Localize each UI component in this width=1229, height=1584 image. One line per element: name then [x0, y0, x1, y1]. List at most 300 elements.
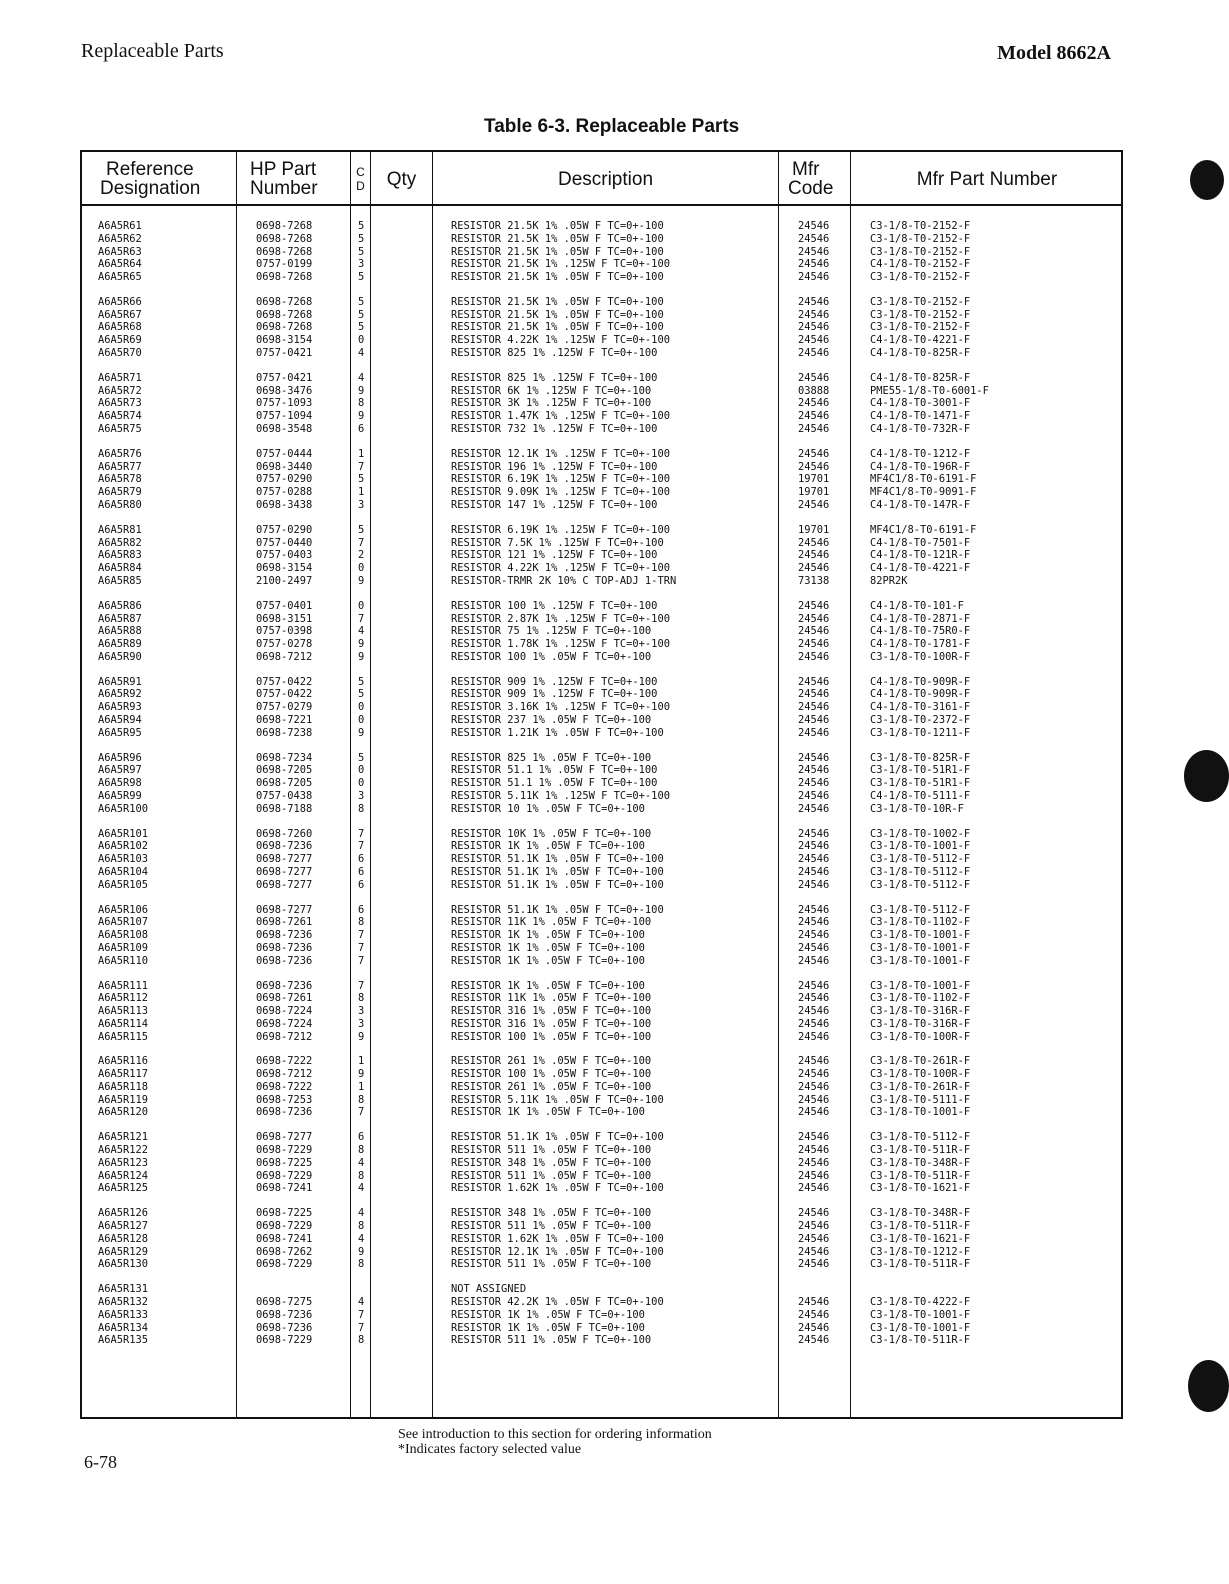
cell-hp-part: 0698-7229: [256, 1220, 313, 1233]
table-row: [82, 1233, 1121, 1246]
cell-hp-part: 0698-7236: [256, 1308, 313, 1321]
cell-mfr-code: 24546: [798, 220, 830, 232]
cell-mfr-part: C3-1/8-T0-10R-F: [870, 802, 964, 815]
cell-description: RESISTOR 1K 1% .05W F TC=0+-100: [451, 1308, 645, 1321]
table-row: [82, 992, 1121, 1005]
cell-hp-part: 0698-7277: [256, 903, 313, 916]
cell-cd: 3: [358, 789, 365, 802]
cell-description: RESISTOR 1.78K 1% .125W F TC=0+-100: [451, 638, 670, 650]
cell-reference: A6A5R63: [98, 245, 142, 258]
cell-mfr-part: C4-1/8-T0-1471-F: [870, 410, 971, 423]
cell-mfr-code: 24546: [798, 675, 830, 688]
cell-mfr-part: C4-1/8-T0-825R-F: [870, 371, 971, 384]
cell-cd: 9: [358, 1245, 365, 1258]
table-row: [82, 828, 1121, 841]
cell-description: RESISTOR 316 1% .05W F TC=0+-100: [451, 1017, 652, 1030]
cell-hp-part: 0698-7224: [256, 1005, 313, 1017]
cell-cd: 8: [358, 1144, 365, 1157]
cell-hp-part: 0757-0288: [256, 486, 313, 499]
cell-mfr-part: C3-1/8-T0-2152-F: [870, 245, 971, 258]
cell-mfr-code: 24546: [798, 460, 830, 473]
cell-hp-part: 0698-7225: [256, 1207, 313, 1220]
cell-mfr-part: C3-1/8-T0-1621-F: [870, 1232, 971, 1245]
table-row: [82, 651, 1121, 664]
cell-hp-part: 0698-7224: [256, 1017, 313, 1030]
cell-description: RESISTOR 1K 1% .05W F TC=0+-100: [451, 840, 645, 853]
cell-hp-part: 0698-7268: [256, 271, 313, 283]
table-row: [82, 840, 1121, 853]
cell-mfr-code: 03888: [798, 384, 830, 397]
footnote-ordering: See introduction to this section for ordering information: [398, 1427, 712, 1442]
cell-reference: A6A5R115: [98, 1030, 149, 1043]
cell-mfr-code: 19701: [798, 523, 830, 536]
cell-mfr-code: 24546: [798, 802, 830, 815]
cell-reference: A6A5R90: [98, 650, 142, 663]
cell-reference: A6A5R110: [98, 954, 149, 967]
cell-mfr-part: MF4C1/8-T0-6191-F: [870, 473, 977, 486]
cell-cd: 4: [358, 625, 365, 638]
cell-cd: 0: [358, 777, 365, 790]
cell-description: RESISTOR 51.1K 1% .05W F TC=0+-100: [451, 865, 664, 878]
cell-reference: A6A5R67: [98, 308, 142, 321]
cell-description: RESISTOR 51.1 1% .05W F TC=0+-100: [451, 777, 658, 790]
cell-mfr-part: PME55-1/8-T0-6001-F: [870, 384, 989, 397]
cell-hp-part: 0757-0290: [256, 473, 313, 486]
cell-mfr-code: 24546: [798, 865, 830, 878]
cell-reference: A6A5R88: [98, 625, 142, 638]
cell-mfr-code: 24546: [798, 1169, 830, 1182]
cell-description: RESISTOR 21.5K 1% .05W F TC=0+-100: [451, 321, 664, 334]
cell-mfr-part: C4-1/8-T0-121R-F: [870, 549, 971, 562]
table-row: [82, 1207, 1121, 1220]
cell-hp-part: 0698-7277: [256, 853, 313, 866]
cell-mfr-code: 24546: [798, 371, 830, 384]
table-row: [82, 423, 1121, 436]
cell-mfr-part: C3-1/8-T0-1001-F: [870, 1106, 971, 1119]
cell-mfr-part: C3-1/8-T0-825R-F: [870, 751, 971, 764]
cell-reference: A6A5R61: [98, 220, 142, 232]
cell-hp-part: 0698-3154: [256, 334, 313, 347]
cell-hp-part: 0698-3151: [256, 612, 313, 625]
cell-description: RESISTOR 10K 1% .05W F TC=0+-100: [451, 827, 652, 840]
cell-mfr-code: 24546: [798, 1131, 830, 1144]
table-row: [82, 1309, 1121, 1322]
cell-mfr-code: 24546: [798, 1296, 830, 1309]
cell-cd: 7: [358, 840, 365, 853]
table-row: [82, 1283, 1121, 1296]
table-row: [82, 777, 1121, 790]
table-row: [82, 246, 1121, 259]
cell-description: RESISTOR 75 1% .125W F TC=0+-100: [451, 625, 652, 638]
cell-description: RESISTOR 42.2K 1% .05W F TC=0+-100: [451, 1296, 664, 1309]
cell-reference: A6A5R127: [98, 1220, 149, 1233]
cell-cd: 8: [358, 1093, 365, 1106]
cell-mfr-part: C3-1/8-T0-2152-F: [870, 295, 971, 308]
cell-mfr-code: 24546: [798, 1308, 830, 1321]
cell-reference: A6A5R124: [98, 1169, 149, 1182]
cell-description: RESISTOR 1K 1% .05W F TC=0+-100: [451, 929, 645, 942]
cell-description: RESISTOR 1K 1% .05W F TC=0+-100: [451, 1321, 645, 1334]
cell-reference: A6A5R103: [98, 853, 149, 866]
header-cd-line1: C: [356, 165, 365, 179]
table-row: [82, 1182, 1121, 1195]
table-row: [82, 625, 1121, 638]
table-row: [82, 220, 1121, 233]
cell-mfr-part: C3-1/8-T0-1001-F: [870, 941, 971, 954]
table-row: [82, 613, 1121, 626]
cell-description: RESISTOR 511 1% .05W F TC=0+-100: [451, 1169, 652, 1182]
cell-hp-part: 0698-7261: [256, 916, 313, 929]
cell-reference: A6A5R84: [98, 562, 142, 575]
cell-description: RESISTOR 348 1% .05W F TC=0+-100: [451, 1156, 652, 1169]
cell-mfr-code: 24546: [798, 1106, 830, 1119]
cell-mfr-part: C3-1/8-T0-1001-F: [870, 1321, 971, 1334]
cell-cd: 3: [358, 258, 365, 271]
cell-cd: 1: [358, 1055, 365, 1068]
header-hp-line1: HP Part: [250, 159, 317, 180]
cell-description: RESISTOR 10 1% .05W F TC=0+-100: [451, 802, 645, 815]
cell-hp-part: 0698-7212: [256, 1068, 313, 1081]
cell-cd: 1: [358, 486, 365, 499]
table-row: [82, 347, 1121, 360]
cell-cd: 9: [358, 650, 365, 663]
cell-hp-part: 0698-7236: [256, 954, 313, 967]
cell-mfr-part: C3-1/8-T0-261R-F: [870, 1080, 971, 1093]
cell-reference: A6A5R111: [98, 979, 149, 992]
cell-description: RESISTOR 511 1% .05W F TC=0+-100: [451, 1334, 652, 1347]
cell-mfr-part: C3-1/8-T0-348R-F: [870, 1156, 971, 1169]
section-title: Replaceable Parts: [81, 40, 224, 62]
cell-mfr-code: 24546: [798, 1182, 830, 1195]
cell-mfr-part: C4-1/8-T0-4221-F: [870, 562, 971, 575]
cell-reference: A6A5R123: [98, 1156, 149, 1169]
table-row: [82, 1005, 1121, 1018]
header-description: Description: [557, 168, 654, 190]
header-mfr-line1: Mfr: [792, 159, 820, 180]
cell-mfr-part: C3-1/8-T0-1002-F: [870, 827, 971, 840]
cell-mfr-part: C3-1/8-T0-1001-F: [870, 840, 971, 853]
cell-mfr-code: 24546: [798, 625, 830, 638]
cell-hp-part: 0698-7222: [256, 1080, 313, 1093]
cell-description: RESISTOR 237 1% .05W F TC=0+-100: [451, 713, 652, 726]
cell-mfr-code: 24546: [798, 346, 830, 359]
cell-reference: A6A5R134: [98, 1321, 149, 1334]
cell-mfr-part: C3-1/8-T0-1212-F: [870, 1245, 971, 1258]
cell-reference: A6A5R131: [98, 1283, 149, 1296]
cell-description: RESISTOR 51.1K 1% .05W F TC=0+-100: [451, 1131, 664, 1144]
cell-mfr-code: 24546: [798, 1030, 830, 1043]
cell-mfr-code: 24546: [798, 295, 830, 308]
cell-cd: 8: [358, 1334, 365, 1347]
cell-mfr-part: C3-1/8-T0-511R-F: [870, 1144, 971, 1157]
table-row: [82, 1334, 1121, 1347]
cell-description: RESISTOR 3.16K 1% .125W F TC=0+-100: [451, 701, 670, 714]
cell-reference: A6A5R94: [98, 713, 142, 726]
cell-reference: A6A5R85: [98, 574, 142, 587]
cell-reference: A6A5R107: [98, 916, 149, 929]
cell-mfr-code: 24546: [798, 308, 830, 321]
cell-cd: 7: [358, 460, 365, 473]
cell-mfr-code: 24546: [798, 1321, 830, 1334]
cell-reference: A6A5R125: [98, 1182, 149, 1195]
table-row: [82, 524, 1121, 537]
cell-hp-part: 0698-7229: [256, 1144, 313, 1157]
cell-mfr-code: 24546: [798, 789, 830, 802]
table-row: [82, 1106, 1121, 1119]
cell-hp-part: 0698-7236: [256, 941, 313, 954]
cell-description: RESISTOR 1K 1% .05W F TC=0+-100: [451, 1106, 645, 1119]
cell-mfr-code: 24546: [798, 827, 830, 840]
cell-mfr-part: C3-1/8-T0-5112-F: [870, 1131, 971, 1144]
cell-mfr-part: C3-1/8-T0-511R-F: [870, 1220, 971, 1233]
cell-cd: 5: [358, 688, 365, 701]
cell-cd: 7: [358, 1308, 365, 1321]
table-row: [82, 233, 1121, 246]
header-hp-line2: Number: [250, 178, 318, 199]
cell-description: RESISTOR 1.47K 1% .125W F TC=0+-100: [451, 410, 670, 423]
cell-cd: 0: [358, 562, 365, 575]
cell-hp-part: 0698-3548: [256, 422, 313, 435]
cell-mfr-code: 24546: [798, 498, 830, 511]
cell-mfr-code: 24546: [798, 612, 830, 625]
cell-cd: 7: [358, 929, 365, 942]
cell-mfr-part: C3-1/8-T0-1001-F: [870, 979, 971, 992]
cell-mfr-code: 24546: [798, 1005, 830, 1017]
cell-description: RESISTOR 825 1% .05W F TC=0+-100: [451, 751, 652, 764]
cell-mfr-part: C3-1/8-T0-511R-F: [870, 1258, 971, 1271]
cell-hp-part: 0757-0444: [256, 447, 313, 460]
table-row: [82, 334, 1121, 347]
cell-reference: A6A5R87: [98, 612, 142, 625]
cell-cd: 1: [358, 1080, 365, 1093]
header-mfr-line2: Code: [788, 178, 834, 199]
cell-description: RESISTOR 348 1% .05W F TC=0+-100: [451, 1207, 652, 1220]
table-row: [82, 1220, 1121, 1233]
cell-mfr-part: C3-1/8-T0-2372-F: [870, 713, 971, 726]
cell-cd: 0: [358, 334, 365, 347]
cell-reference: A6A5R100: [98, 802, 149, 815]
cell-description: RESISTOR 11K 1% .05W F TC=0+-100: [451, 992, 652, 1005]
cell-cd: 8: [358, 1220, 365, 1233]
cell-description: RESISTOR-TRMR 2K 10% C TOP-ADJ 1-TRN: [451, 574, 677, 587]
cell-description: RESISTOR 196 1% .125W F TC=0+-100: [451, 460, 658, 473]
cell-mfr-part: C3-1/8-T0-1001-F: [870, 929, 971, 942]
cell-hp-part: 0698-7212: [256, 1030, 313, 1043]
table-row: [82, 688, 1121, 701]
table-row: [82, 549, 1121, 562]
cell-mfr-part: C3-1/8-T0-51R1-F: [870, 777, 971, 790]
punch-hole: [1184, 750, 1229, 802]
cell-hp-part: 0757-0438: [256, 789, 313, 802]
cell-mfr-code: 24546: [798, 903, 830, 916]
cell-mfr-code: 24546: [798, 853, 830, 866]
cell-mfr-code: 24546: [798, 1232, 830, 1245]
cell-description: RESISTOR 12.1K 1% .05W F TC=0+-100: [451, 1245, 664, 1258]
cell-description: RESISTOR 100 1% .05W F TC=0+-100: [451, 650, 652, 663]
table-row: [82, 764, 1121, 777]
cell-description: RESISTOR 9.09K 1% .125W F TC=0+-100: [451, 486, 670, 499]
cell-mfr-part: C4-1/8-T0-909R-F: [870, 675, 971, 688]
cell-mfr-part: C3-1/8-T0-1211-F: [870, 726, 971, 739]
header-hp-part-number: [250, 156, 348, 202]
table-row: [82, 473, 1121, 486]
cell-cd: 8: [358, 1169, 365, 1182]
cell-reference: A6A5R75: [98, 422, 142, 435]
table-title: Table 6-3. Replaceable Parts: [484, 116, 740, 137]
cell-mfr-part: C4-1/8-T0-7501-F: [870, 536, 971, 549]
cell-mfr-code: 24546: [798, 726, 830, 739]
table-row: [82, 486, 1121, 499]
table-row: [82, 448, 1121, 461]
table-row: [82, 1018, 1121, 1031]
cell-hp-part: 0698-7188: [256, 802, 313, 815]
cell-hp-part: 0698-7260: [256, 827, 313, 840]
cell-mfr-part: C4-1/8-T0-1212-F: [870, 447, 971, 460]
cell-description: RESISTOR 825 1% .125W F TC=0+-100: [451, 371, 658, 384]
cell-hp-part: 0698-7236: [256, 929, 313, 942]
cell-mfr-part: C3-1/8-T0-5112-F: [870, 865, 971, 878]
cell-mfr-code: 24546: [798, 764, 830, 777]
cell-mfr-code: 24546: [798, 1080, 830, 1093]
table-row: [82, 803, 1121, 816]
cell-mfr-part: C4-1/8-T0-909R-F: [870, 688, 971, 701]
punch-hole: [1190, 160, 1224, 200]
cell-reference: A6A5R113: [98, 1005, 149, 1017]
cell-mfr-part: C3-1/8-T0-261R-F: [870, 1055, 971, 1068]
table-row: [82, 1246, 1121, 1259]
cell-hp-part: 0698-7241: [256, 1232, 313, 1245]
cell-reference: A6A5R102: [98, 840, 149, 853]
table-row: [82, 916, 1121, 929]
cell-cd: 5: [358, 295, 365, 308]
cell-description: RESISTOR 51.1K 1% .05W F TC=0+-100: [451, 853, 664, 866]
cell-description: RESISTOR 511 1% .05W F TC=0+-100: [451, 1220, 652, 1233]
cell-hp-part: 0757-0398: [256, 625, 313, 638]
cell-reference: A6A5R71: [98, 371, 142, 384]
punch-hole: [1188, 1360, 1229, 1412]
table-row: [82, 600, 1121, 613]
cell-description: RESISTOR 1K 1% .05W F TC=0+-100: [451, 941, 645, 954]
cell-mfr-part: C3-1/8-T0-316R-F: [870, 1017, 971, 1030]
cell-description: RESISTOR 147 1% .125W F TC=0+-100: [451, 498, 658, 511]
cell-reference: A6A5R114: [98, 1017, 149, 1030]
cell-mfr-code: 24546: [798, 1258, 830, 1271]
cell-reference: A6A5R78: [98, 473, 142, 486]
cell-mfr-part: C3-1/8-T0-51R1-F: [870, 764, 971, 777]
table-row: [82, 461, 1121, 474]
cell-reference: A6A5R120: [98, 1106, 149, 1119]
cell-hp-part: 0698-7221: [256, 713, 313, 726]
cell-cd: 5: [358, 220, 365, 232]
table-row: [82, 1055, 1121, 1068]
cell-mfr-part: C4-1/8-T0-732R-F: [870, 422, 971, 435]
cell-cd: 0: [358, 701, 365, 714]
cell-mfr-code: 24546: [798, 245, 830, 258]
header-ref-line2: Designation: [100, 178, 201, 199]
cell-mfr-part: C3-1/8-T0-1001-F: [870, 954, 971, 967]
cell-cd: 7: [358, 612, 365, 625]
cell-reference: A6A5R105: [98, 878, 149, 891]
cell-mfr-part: C3-1/8-T0-2152-F: [870, 271, 971, 283]
table-row: [82, 258, 1121, 271]
cell-mfr-code: 24546: [798, 777, 830, 790]
cell-cd: 5: [358, 271, 365, 283]
cell-reference: A6A5R69: [98, 334, 142, 347]
cell-hp-part: 0698-7261: [256, 992, 313, 1005]
cell-reference: A6A5R76: [98, 447, 142, 460]
cell-mfr-part: C3-1/8-T0-100R-F: [870, 650, 971, 663]
cell-description: RESISTOR 7.5K 1% .125W F TC=0+-100: [451, 536, 664, 549]
table-row: [82, 1031, 1121, 1044]
cell-mfr-part: C3-1/8-T0-5112-F: [870, 903, 971, 916]
cell-description: RESISTOR 909 1% .125W F TC=0+-100: [451, 688, 658, 701]
cell-mfr-code: 24546: [798, 258, 830, 271]
cell-reference: A6A5R129: [98, 1245, 149, 1258]
table-row: [82, 1068, 1121, 1081]
cell-description: RESISTOR 100 1% .05W F TC=0+-100: [451, 1068, 652, 1081]
cell-mfr-code: 24546: [798, 638, 830, 650]
cell-cd: 9: [358, 410, 365, 423]
cell-hp-part: 0698-7268: [256, 245, 313, 258]
cell-cd: 9: [358, 726, 365, 739]
cell-cd: 7: [358, 979, 365, 992]
cell-description: RESISTOR 511 1% .05W F TC=0+-100: [451, 1258, 652, 1271]
cell-cd: 5: [358, 321, 365, 334]
cell-mfr-code: 24546: [798, 1334, 830, 1347]
table-row: [82, 410, 1121, 423]
cell-hp-part: 0757-0278: [256, 638, 313, 650]
cell-hp-part: 0698-7229: [256, 1334, 313, 1347]
table-row: [82, 1258, 1121, 1271]
cell-mfr-part: C4-1/8-T0-2152-F: [870, 258, 971, 271]
cell-mfr-code: 24546: [798, 599, 830, 612]
cell-cd: 9: [358, 574, 365, 587]
cell-mfr-part: C3-1/8-T0-1102-F: [870, 992, 971, 1005]
footnotes: [398, 1427, 712, 1457]
cell-mfr-code: 24546: [798, 1093, 830, 1106]
cell-cd: 5: [358, 675, 365, 688]
cell-hp-part: 0698-7277: [256, 878, 313, 891]
cell-mfr-code: 24546: [798, 1245, 830, 1258]
cell-mfr-code: 24546: [798, 916, 830, 929]
cell-description: RESISTOR 316 1% .05W F TC=0+-100: [451, 1005, 652, 1017]
cell-hp-part: 0757-0401: [256, 599, 313, 612]
cell-mfr-code: 24546: [798, 1017, 830, 1030]
cell-mfr-part: C3-1/8-T0-5111-F: [870, 1093, 971, 1106]
cell-mfr-part: C4-1/8-T0-196R-F: [870, 460, 971, 473]
cell-cd: 5: [358, 473, 365, 486]
cell-description: RESISTOR 100 1% .125W F TC=0+-100: [451, 599, 658, 612]
table-row: [82, 385, 1121, 398]
cell-reference: A6A5R101: [98, 827, 149, 840]
cell-cd: 8: [358, 916, 365, 929]
cell-hp-part: 0757-0279: [256, 701, 313, 714]
model-name: Model 8662A: [997, 42, 1111, 64]
cell-mfr-code: 24546: [798, 1055, 830, 1068]
cell-mfr-part: C4-1/8-T0-825R-F: [870, 346, 971, 359]
parts-table: [80, 150, 1123, 1419]
header-cd-line2: D: [356, 179, 365, 193]
cell-mfr-code: 24546: [798, 334, 830, 347]
cell-mfr-code: 24546: [798, 954, 830, 967]
table-row: [82, 942, 1121, 955]
cell-cd: 9: [358, 1068, 365, 1081]
header-mfr-code: [788, 156, 850, 202]
cell-reference: A6A5R73: [98, 397, 142, 410]
cell-mfr-code: 73138: [798, 574, 830, 587]
cell-reference: A6A5R99: [98, 789, 142, 802]
cell-mfr-code: 24546: [798, 1207, 830, 1220]
